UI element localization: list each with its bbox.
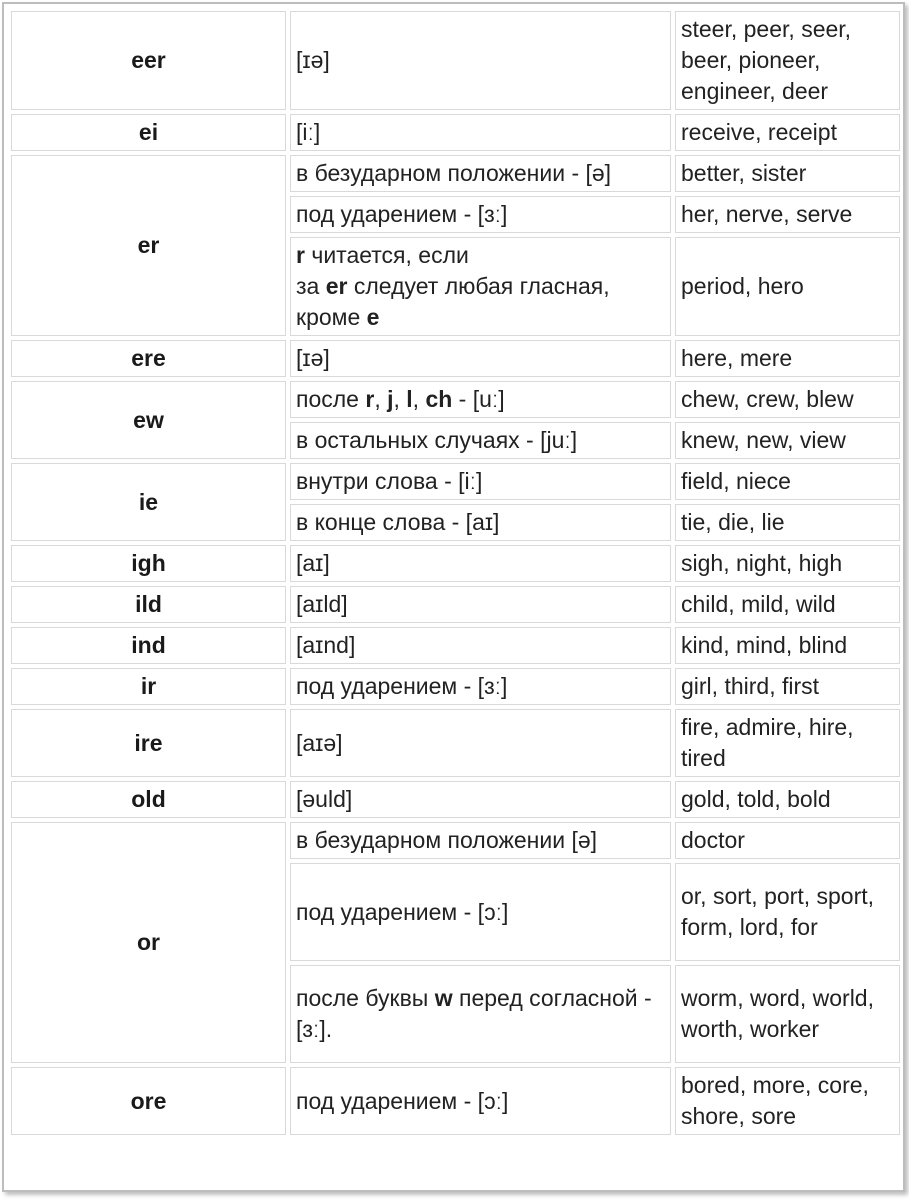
bold-letter: er xyxy=(325,273,348,299)
rule-text: перед согласной - [ɜː]. xyxy=(296,985,652,1042)
table-row xyxy=(11,463,900,500)
table-frame xyxy=(2,2,905,1192)
examples-cell: child, mild, wild xyxy=(675,586,900,623)
rule-cell: в безударном положении [ə] xyxy=(290,822,671,859)
combo-cell: ie xyxy=(11,463,286,541)
rule-cell: в остальных случаях - [juː] xyxy=(290,422,671,459)
examples-cell: girl, third, first xyxy=(675,668,900,705)
combo-cell: ild xyxy=(11,586,286,623)
rule-text: следует любая гласная, кроме xyxy=(296,273,610,330)
examples-cell: tie, die, lie xyxy=(675,504,900,541)
examples-cell: period, hero xyxy=(675,237,900,336)
examples-cell: sigh, night, high xyxy=(675,545,900,582)
table-row xyxy=(11,340,900,377)
rule-cell: [aɪ] xyxy=(290,545,671,582)
rule-cell: [ɪə] xyxy=(290,11,671,110)
examples-cell: field, niece xyxy=(675,463,900,500)
rule-cell: в безударном положении - [ə] xyxy=(290,155,671,192)
table-row xyxy=(11,545,900,582)
rule-cell: под ударением - [ɔː] xyxy=(290,863,671,961)
table-row xyxy=(11,11,900,110)
table-row xyxy=(11,1067,900,1135)
rule-cell: внутри слова - [iː] xyxy=(290,463,671,500)
bold-letter: e xyxy=(366,304,380,330)
bold-letter: r xyxy=(365,386,375,412)
bold-letter: l xyxy=(406,386,413,412)
rule-text: читается, если xyxy=(304,242,469,268)
bold-letter: ch xyxy=(425,386,453,412)
bold-letter: j xyxy=(387,386,394,412)
table-row xyxy=(11,381,900,418)
combo-cell: igh xyxy=(11,545,286,582)
rule-text: , xyxy=(412,386,426,412)
combo-cell: ei xyxy=(11,114,286,151)
rule-cell: в конце слова - [aɪ] xyxy=(290,504,671,541)
rule-cell: [aɪnd] xyxy=(290,627,671,664)
combo-cell: eer xyxy=(11,11,286,110)
rule-cell: [əuld] xyxy=(290,781,671,818)
rule-text: , xyxy=(374,386,388,412)
combo-cell: ir xyxy=(11,668,286,705)
combo-cell: old xyxy=(11,781,286,818)
bold-letter: r xyxy=(296,242,305,268)
examples-cell: or, sort, port, sport, form, lord, for xyxy=(675,863,900,961)
table-row xyxy=(11,586,900,623)
table-row xyxy=(11,155,900,192)
combo-cell: ew xyxy=(11,381,286,459)
examples-cell: her, nerve, serve xyxy=(675,196,900,233)
examples-cell: here, mere xyxy=(675,340,900,377)
examples-cell: kind, mind, blind xyxy=(675,627,900,664)
examples-cell: chew, crew, blew xyxy=(675,381,900,418)
table-row xyxy=(11,781,900,818)
rule-text: за xyxy=(296,273,326,299)
examples-cell: fire, admire, hire, tired xyxy=(675,709,900,777)
rule-text: - [uː] xyxy=(452,386,505,412)
combo-cell: or xyxy=(11,822,286,1063)
combo-cell: ore xyxy=(11,1067,286,1135)
rule-text: после буквы xyxy=(296,985,435,1011)
rule-cell xyxy=(290,965,671,1063)
bold-letter: w xyxy=(434,985,453,1011)
table-row xyxy=(11,114,900,151)
rule-cell: [ɪə] xyxy=(290,340,671,377)
rule-text: после xyxy=(296,386,366,412)
combo-cell: er xyxy=(11,155,286,336)
examples-cell: bored, more, core, shore, sore xyxy=(675,1067,900,1135)
rule-cell xyxy=(290,381,671,418)
table-row xyxy=(11,627,900,664)
rule-cell: [aɪə] xyxy=(290,709,671,777)
table-row xyxy=(11,822,900,859)
combo-cell: ere xyxy=(11,340,286,377)
combo-cell: ind xyxy=(11,627,286,664)
rule-cell: [iː] xyxy=(290,114,671,151)
rule-cell: под ударением - [ɜː] xyxy=(290,668,671,705)
combo-cell: ire xyxy=(11,709,286,777)
table-row xyxy=(11,709,900,777)
examples-cell: worm, word, world, worth, worker xyxy=(675,965,900,1063)
examples-cell: receive, receipt xyxy=(675,114,900,151)
examples-cell: better, sister xyxy=(675,155,900,192)
examples-cell: steer, peer, seer, beer, pioneer, engineer, deer xyxy=(675,11,900,110)
examples-cell: knew, new, view xyxy=(675,422,900,459)
examples-cell: gold, told, bold xyxy=(675,781,900,818)
rule-cell xyxy=(290,237,671,336)
table-row xyxy=(11,668,900,705)
letter-combinations-table xyxy=(7,7,904,1139)
examples-cell: doctor xyxy=(675,822,900,859)
rule-cell: под ударением - [ɔː] xyxy=(290,1067,671,1135)
rule-text: , xyxy=(393,386,407,412)
rule-cell: под ударением - [ɜː] xyxy=(290,196,671,233)
rule-cell: [aɪld] xyxy=(290,586,671,623)
